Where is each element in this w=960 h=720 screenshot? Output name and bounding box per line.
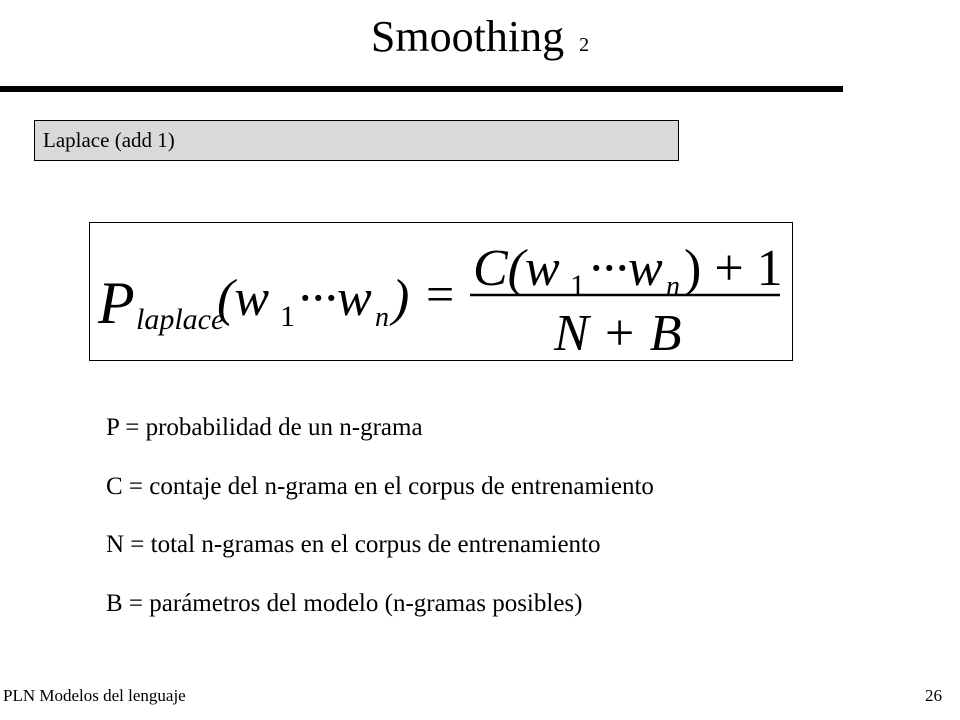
equals-sign: = (426, 266, 455, 322)
definitions-list (106, 408, 654, 642)
title-text: Smoothing (370, 12, 565, 61)
denominator: N + B (554, 305, 682, 362)
numerator-dots: ···w (589, 240, 663, 297)
formula-box (89, 222, 793, 361)
lhs-dots: ···w (298, 270, 372, 327)
page-number: 26 (925, 686, 942, 705)
definition-n: N = total n-gramas en el corpus de entrenamiento (106, 531, 601, 558)
numerator-w1-subscript: 1 (570, 269, 585, 302)
lhs-p-symbol: P (98, 270, 135, 336)
numerator-close: ) + 1 (684, 240, 783, 297)
lhs-args-close: ) (392, 270, 410, 327)
lhs-w1-subscript: 1 (280, 300, 295, 333)
footer-course-label: PLN Modelos del lenguaje (3, 686, 186, 705)
title-number: 2 (579, 34, 590, 56)
slide-title (0, 10, 960, 72)
definition-p: P = probabilidad de un n-grama (106, 414, 423, 441)
title-divider (0, 86, 843, 92)
definition-c: C = contaje del n-grama en el corpus de entrenamiento (106, 472, 654, 500)
lhs-wn-subscript: n (375, 302, 389, 333)
lhs-subscript: laplace (136, 303, 225, 336)
method-label: Laplace (add 1) (34, 120, 679, 161)
numerator-open: C(w (473, 240, 560, 297)
lhs-args-open: (w (217, 270, 269, 327)
definition-b: B = parámetros del modelo (n-gramas posibles) (106, 589, 583, 617)
numerator-wn-subscript: n (666, 271, 680, 302)
formula (90, 223, 794, 362)
